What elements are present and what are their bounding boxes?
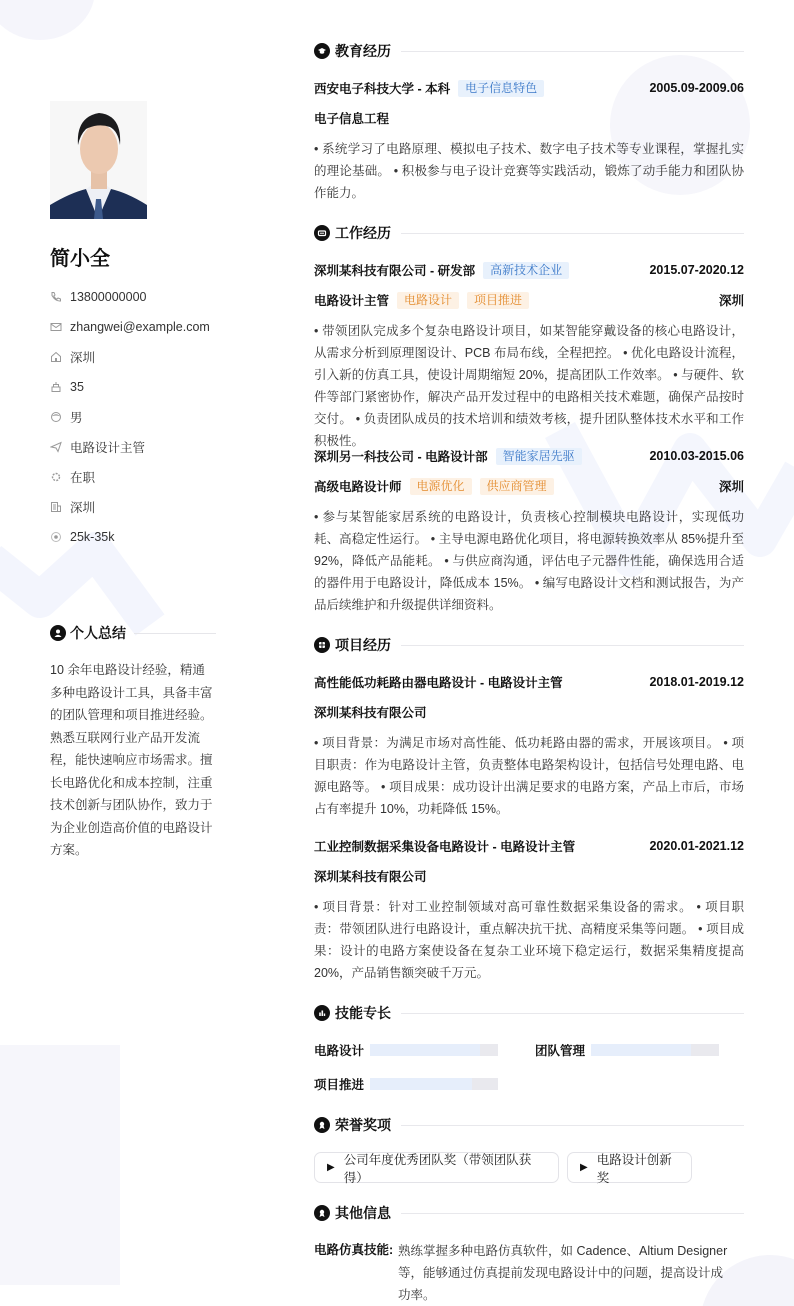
info-award-icon bbox=[314, 1205, 330, 1221]
email-value: zhangwei@example.com bbox=[70, 320, 210, 334]
info-city bbox=[50, 492, 250, 522]
work-date: 2015.07-2020.12 bbox=[649, 263, 744, 277]
divider bbox=[134, 633, 216, 634]
bar-chart-icon bbox=[314, 1005, 330, 1021]
divider bbox=[401, 1125, 744, 1126]
other-item-label: 电路仿真技能: bbox=[314, 1243, 394, 1257]
info-gender bbox=[50, 402, 250, 432]
work-item-header bbox=[314, 446, 744, 466]
position-title: 高级电路设计师 bbox=[314, 480, 402, 494]
skill-tag: 供应商管理 bbox=[480, 478, 554, 495]
project-company: 深圳某科技有限公司 bbox=[314, 870, 427, 884]
award-label: 电路设计创新奖 bbox=[596, 1152, 672, 1185]
skill-tag: 电路设计 bbox=[397, 292, 459, 309]
project-date: 2018.01-2019.12 bbox=[649, 675, 744, 689]
company-name: 深圳某科技有限公司 - 研发部 bbox=[314, 264, 476, 278]
location-value: 深圳 bbox=[70, 351, 96, 365]
award-item bbox=[314, 1152, 559, 1183]
other-title: 其他信息 bbox=[335, 1205, 391, 1221]
work-date: 2010.03-2015.06 bbox=[649, 449, 744, 463]
building-icon bbox=[50, 501, 62, 513]
project-name: 工业控制数据采集设备电路设计 - 电路设计主管 bbox=[314, 840, 576, 854]
skill-item bbox=[314, 1040, 498, 1060]
award-icon bbox=[314, 1117, 330, 1133]
education-title: 教育经历 bbox=[335, 43, 391, 59]
divider bbox=[401, 51, 744, 52]
divider bbox=[401, 645, 744, 646]
school-name: 西安电子科技大学 - 本科 bbox=[314, 82, 451, 96]
skills-title: 技能专长 bbox=[335, 1005, 391, 1021]
info-location bbox=[50, 342, 250, 372]
company-name: 深圳另一科技公司 - 电路设计部 bbox=[314, 450, 488, 464]
summary-section-header bbox=[50, 623, 216, 643]
phone-icon bbox=[50, 291, 62, 303]
age-icon bbox=[50, 381, 62, 393]
project-icon bbox=[314, 637, 330, 653]
skill-level-bar bbox=[370, 1078, 498, 1090]
home-icon bbox=[50, 351, 62, 363]
briefcase-icon bbox=[314, 225, 330, 241]
info-email bbox=[50, 312, 250, 342]
work-city: 深圳 bbox=[718, 480, 744, 494]
education-description: • 系统学习了电路原理、模拟电子技术、数字电子技术等专业课程，掌握扎实的理论基础。 • 积极参与电子设计竞赛等实践活动，锻炼了动手能力和团队协作能力。 bbox=[314, 142, 744, 200]
work-title: 工作经历 bbox=[335, 225, 391, 241]
profile-name: 简小全 bbox=[50, 248, 110, 270]
gender-value: 男 bbox=[70, 411, 83, 425]
skill-tag: 电源优化 bbox=[410, 478, 472, 495]
project-item-header bbox=[314, 672, 744, 692]
skill-item bbox=[314, 1074, 498, 1094]
info-phone bbox=[50, 282, 250, 312]
award-label: 公司年度优秀团队奖（带领团队获得） bbox=[343, 1152, 532, 1185]
work-section-header bbox=[314, 223, 744, 243]
project-description: • 项目背景：为满足市场对高性能、低功耗路由器的需求，开展该项目。 • 项目职责：作为电路设计主管，负责整体电路架构设计，包括信号处理电路、电源电路等。 • 项目成果：成功设计出满足要求的电路方案，产品上市后，市场占有率提升 10%，功耗降低 15%。 bbox=[314, 736, 744, 816]
info-status bbox=[50, 462, 250, 492]
skill-level-bar bbox=[370, 1044, 498, 1056]
skill-tag: 项目推进 bbox=[467, 292, 529, 309]
projects-title: 项目经历 bbox=[335, 637, 391, 653]
company-tag: 高新技术企业 bbox=[483, 262, 569, 279]
work-description: • 带领团队完成多个复杂电路设计项目，如某智能穿戴设备的核心电路设计，从需求分析到原理图设计、PCB 布局布线，全程把控。 • 优化电路设计流程，引入新的仿真工具，使设计周期缩短 20%，提高团队工作效率。 • 与硬件、软件等部门紧密协作，解决产品开发过程中的电路相关技术难题，确保产品按时交付。 • 负责团队成员的技术培训和绩效考核，提升团队整体技术水平和工作积极性。 bbox=[314, 324, 744, 448]
skills-section-header bbox=[314, 1003, 744, 1023]
play-triangle-icon: ▶ bbox=[327, 1162, 335, 1173]
info-salary bbox=[50, 522, 250, 552]
info-position bbox=[50, 432, 250, 462]
work-position-row bbox=[314, 476, 744, 496]
skill-level-fill bbox=[591, 1044, 691, 1056]
position-value: 电路设计主管 bbox=[70, 441, 146, 455]
profile-photo bbox=[50, 101, 147, 219]
status-value: 在职 bbox=[70, 471, 96, 485]
background-decoration bbox=[0, 0, 95, 40]
work-city: 深圳 bbox=[718, 294, 744, 308]
mail-icon bbox=[50, 321, 62, 333]
other-section-header bbox=[314, 1203, 744, 1223]
project-date: 2020.01-2021.12 bbox=[649, 839, 744, 853]
project-company-row bbox=[314, 866, 744, 886]
skill-level-fill bbox=[370, 1044, 480, 1056]
project-name: 高性能低功耗路由器电路设计 - 电路设计主管 bbox=[314, 676, 563, 690]
skill-level-fill bbox=[370, 1078, 472, 1090]
user-icon bbox=[50, 625, 66, 641]
education-date: 2005.09-2009.06 bbox=[649, 81, 744, 95]
skill-name: 电路设计 bbox=[314, 1044, 365, 1058]
school-tag: 电子信息特色 bbox=[458, 80, 544, 97]
skill-name: 项目推进 bbox=[314, 1078, 365, 1092]
skill-name: 团队管理 bbox=[535, 1044, 586, 1058]
awards-title: 荣誉奖项 bbox=[335, 1117, 391, 1133]
position-title: 电路设计主管 bbox=[314, 294, 390, 308]
background-decoration bbox=[0, 1045, 120, 1285]
skill-level-bar bbox=[591, 1044, 719, 1056]
contact-info-list bbox=[50, 282, 250, 552]
summary-text: 10 余年电路设计经验，精通多种电路设计工具，具备丰富的团队管理和项目推进经验。熟悉互联网行业产品开发流程，能快速响应市场需求。擅长电路优化和成本控制，注重技术创新与团队协作，致力于为企业创造高价值的电路设计方案。 bbox=[50, 663, 213, 857]
info-age bbox=[50, 372, 250, 402]
status-icon bbox=[50, 471, 62, 483]
work-item-header bbox=[314, 260, 744, 280]
project-company-row bbox=[314, 702, 744, 722]
project-company: 深圳某科技有限公司 bbox=[314, 706, 427, 720]
phone-value: 13800000000 bbox=[70, 290, 147, 304]
send-icon bbox=[50, 441, 62, 453]
work-position-row bbox=[314, 290, 744, 310]
other-item-text: 熟练掌握多种电路仿真软件，如 Cadence、Altium Designer 等，能够通过仿真提前发现电路设计中的问题，提高设计成功率。 bbox=[398, 1244, 728, 1302]
education-section-header bbox=[314, 41, 744, 61]
salary-value: 25k-35k bbox=[70, 530, 115, 544]
gender-icon bbox=[50, 411, 62, 423]
award-item bbox=[567, 1152, 692, 1183]
play-triangle-icon: ▶ bbox=[580, 1162, 588, 1173]
summary-title: 个人总结 bbox=[70, 625, 126, 641]
major: 电子信息工程 bbox=[314, 112, 390, 126]
projects-section-header bbox=[314, 635, 744, 655]
divider bbox=[401, 1213, 744, 1214]
salary-icon bbox=[50, 531, 62, 543]
company-tag: 智能家居先驱 bbox=[496, 448, 582, 465]
divider bbox=[401, 233, 744, 234]
graduation-cap-icon bbox=[314, 43, 330, 59]
divider bbox=[401, 1013, 744, 1014]
project-description: • 项目背景：针对工业控制领域对高可靠性数据采集设备的需求。 • 项目职责：带领团队进行电路设计，重点解决抗干扰、高精度采集等问题。 • 项目成果：设计的电路方案使设备在复杂工业环境下稳定运行，数据采集精度提高 20%，产品销售额突破千万元。 bbox=[314, 900, 744, 980]
education-item-header bbox=[314, 78, 744, 98]
education-major-row bbox=[314, 108, 744, 128]
project-item-header bbox=[314, 836, 744, 856]
age-value: 35 bbox=[70, 380, 84, 394]
skill-item bbox=[535, 1040, 719, 1060]
awards-section-header bbox=[314, 1115, 744, 1135]
work-description: • 参与某智能家居系统的电路设计，负责核心控制模块电路设计，实现低功耗、高稳定性运行。 • 主导电源电路优化项目，将电源转换效率从 85%提升至 92%，降低产品能耗。 • 与供应商沟通，评估电子元器件性能，确保选用合适的器件用于电路设计，降低成本 15%。 • 编写电路设计文档和测试报告，为产品后续维护和升级提供详细资料。 bbox=[314, 510, 744, 612]
city-value: 深圳 bbox=[70, 501, 96, 515]
